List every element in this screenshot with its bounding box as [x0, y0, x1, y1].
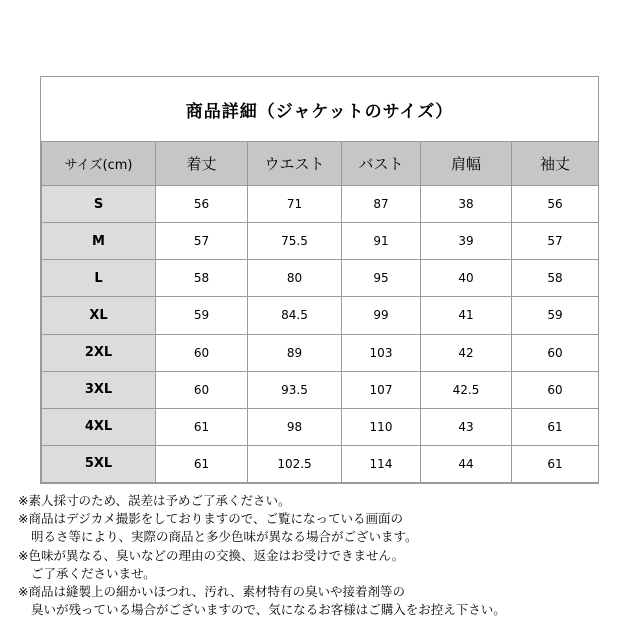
- measurement-cell: 58: [512, 260, 599, 297]
- table-row: [42, 223, 599, 260]
- size-label-cell: 2XL: [42, 334, 156, 371]
- measurement-cell: 61: [156, 408, 248, 445]
- measurement-cell: 39: [421, 223, 512, 260]
- measurement-cell: 42.5: [421, 371, 512, 408]
- measurement-cell: 107: [342, 371, 421, 408]
- size-label-cell: 4XL: [42, 408, 156, 445]
- table-row: [42, 408, 599, 445]
- table-row: [42, 445, 599, 482]
- size-label-cell: L: [42, 260, 156, 297]
- measurement-cell: 44: [421, 445, 512, 482]
- measurement-cell: 58: [156, 260, 248, 297]
- table-row: [42, 260, 599, 297]
- size-chart-frame: [40, 76, 599, 484]
- size-chart-title: 商品詳細（ジャケットのサイズ）: [185, 101, 454, 122]
- measurement-cell: 41: [421, 297, 512, 334]
- measurement-cell: 103: [342, 334, 421, 371]
- column-header-size: サイズ(cm): [42, 142, 156, 186]
- measurement-cell: 99: [342, 297, 421, 334]
- measurement-cell: 80: [248, 260, 342, 297]
- measurement-cell: 95: [342, 260, 421, 297]
- measurement-cell: 61: [512, 445, 599, 482]
- size-label-cell: S: [42, 186, 156, 223]
- measurement-cell: 84.5: [248, 297, 342, 334]
- measurement-cell: 42: [421, 334, 512, 371]
- measurement-cell: 59: [512, 297, 599, 334]
- measurement-cell: 59: [156, 297, 248, 334]
- measurement-cell: 75.5: [248, 223, 342, 260]
- measurement-cell: 87: [342, 186, 421, 223]
- measurement-cell: 56: [512, 186, 599, 223]
- measurement-cell: 110: [342, 408, 421, 445]
- measurement-cell: 40: [421, 260, 512, 297]
- note-line: 明るさ等により、実際の商品と多少色味が異なる場合がございます。: [31, 529, 418, 545]
- column-header: ウエスト: [248, 142, 342, 186]
- notes-section: [18, 492, 628, 619]
- measurement-cell: 56: [156, 186, 248, 223]
- measurement-cell: 38: [421, 186, 512, 223]
- note-line: 臭いが残っている場合がございますので、気になるお客様はご購入をお控え下さい。: [31, 602, 506, 618]
- measurement-cell: 60: [156, 334, 248, 371]
- table-row: [42, 186, 599, 223]
- size-table: [41, 141, 599, 483]
- measurement-cell: 93.5: [248, 371, 342, 408]
- measurement-cell: 71: [248, 186, 342, 223]
- measurement-cell: 89: [248, 334, 342, 371]
- size-label-cell: 3XL: [42, 371, 156, 408]
- measurement-cell: 57: [156, 223, 248, 260]
- measurement-cell: 61: [156, 445, 248, 482]
- table-header-row: [42, 142, 599, 186]
- column-header: 袖丈: [512, 142, 599, 186]
- size-label-cell: 5XL: [42, 445, 156, 482]
- measurement-cell: 114: [342, 445, 421, 482]
- measurement-cell: 61: [512, 408, 599, 445]
- column-header: 肩幅: [421, 142, 512, 186]
- table-row: [42, 297, 599, 334]
- measurement-cell: 57: [512, 223, 599, 260]
- column-header: 着丈: [156, 142, 248, 186]
- note-line: ※商品はデジカメ撮影をしておりますので、ご覧になっている画面の: [18, 511, 403, 527]
- table-row: [42, 371, 599, 408]
- note-line: ※色味が異なる、臭いなどの理由の交換、返金はお受けできません。: [18, 547, 405, 563]
- measurement-cell: 102.5: [248, 445, 342, 482]
- note-line: ※素人採寸のため、誤差は予めご了承ください。: [18, 493, 291, 508]
- column-header: バスト: [342, 142, 421, 186]
- note-line: ご了承くださいませ。: [31, 565, 156, 581]
- table-row: [42, 334, 599, 371]
- measurement-cell: 60: [156, 371, 248, 408]
- note-line: ※商品は縫製上の細かいほつれ、汚れ、素材特有の臭いや接着剤等の: [18, 584, 405, 600]
- size-label-cell: XL: [42, 297, 156, 334]
- measurement-cell: 43: [421, 408, 512, 445]
- size-label-cell: M: [42, 223, 156, 260]
- measurement-cell: 60: [512, 371, 599, 408]
- measurement-cell: 60: [512, 334, 599, 371]
- measurement-cell: 91: [342, 223, 421, 260]
- table-body: [42, 186, 599, 483]
- measurement-cell: 98: [248, 408, 342, 445]
